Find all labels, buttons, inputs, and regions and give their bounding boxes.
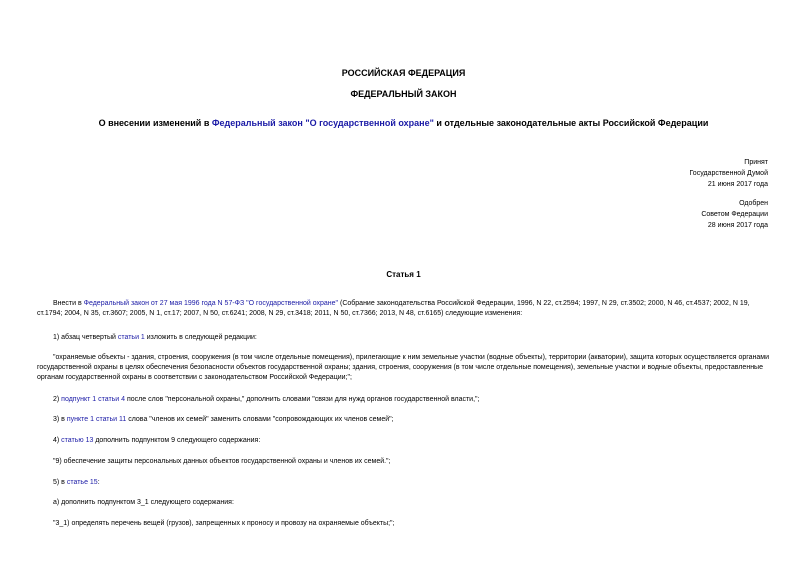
p5-link[interactable]: статье 15 [66,479,98,486]
intro-suffix: (Собрание законодательства Российской Федерации, 1996, N 22, ст.2594; 1997, N 29, ст.3502; 2000, N 46, ст.4537; 2002, N 19, ст.1794; 2004, N 35, ст.3607; 2005, N 1, ст.17; 2007, N 50, ст.6241; 2008, N 29, ст.3418; 2011, N 50, ст.7366; 2013, N 48, ст.6165) следующие изменения: [37,300,750,317]
p5-suffix: : [97,479,100,486]
law-type-heading: ФЕДЕРАЛЬНЫЙ ЗАКОН [350,89,457,99]
paragraph-4 [37,435,770,446]
paragraph-5a: а) дополнить подпунктом 3_1 следующего содержания: [53,499,234,506]
paragraph-3 [37,414,770,425]
country-heading: РОССИЙСКАЯ ФЕДЕРАЦИЯ [341,68,466,78]
adopted-word: Принят [744,159,768,166]
paragraph-1-quote: "охраняемые объекты - здания, строения, сооружения (в том числе отдельные помещения), прилегающие к ним земельные участки (водные объекты), территории (акватории), защита которых осуществляется органами государственной охраны в целях обеспечения безопасности объектов государственной охраны; здания, строения, сооружения (в том числе отдельные помещения), земельные участки и водные объекты, предоставленные органам государственной охраны в соответствии с законодательством Российской Федерации;"; [37,354,770,381]
approved-word: Одобрен [739,200,768,207]
p4-prefix: 4) [53,437,62,444]
p3-suffix: слова "членов их семей" заменить словами "сопровождающих их членов семей"; [126,416,394,423]
approved-by: Советом Федерации [701,211,768,218]
article-intro [37,299,770,319]
title-suffix: и отдельные законодательные акты Российской Федерации [433,118,709,128]
p3-link[interactable]: пункте 1 статьи 11 [66,416,127,423]
adopted-by: Государственной Думой [689,170,768,177]
law-title [0,118,807,128]
title-law-link[interactable]: Федеральный закон "О государственной охране" [211,118,434,128]
approval-block [701,198,768,231]
approved-date: 28 июня 2017 года [707,222,768,229]
intro-law-link[interactable]: Федеральный закон от 27 мая 1996 года N 57-ФЗ "О государственной охране" [83,300,339,307]
p4-link[interactable]: статью 13 [61,437,94,444]
p5-prefix: 5) в [53,479,67,486]
paragraph-1 [37,332,770,343]
paragraph-2 [37,394,770,405]
intro-prefix: Внести в [53,300,84,307]
p1-link[interactable]: статьи 1 [117,334,145,341]
p2-prefix: 2) [53,396,62,403]
paragraph-5 [37,477,770,488]
p3-prefix: 3) в [53,416,67,423]
p1-prefix: 1) абзац четвертый [53,334,118,341]
p1-suffix: изложить в следующей редакции: [144,334,257,341]
article-heading: Статья 1 [386,270,421,279]
adoption-block [689,157,768,190]
adopted-date: 21 июня 2017 года [707,181,768,188]
title-prefix: О внесении изменений в [98,118,212,128]
p2-link[interactable]: подпункт 1 статьи 4 [61,396,126,403]
paragraph-4-quote: "9) обеспечение защиты персональных данных объектов государственной охраны и членов их семей."; [53,458,391,465]
p2-suffix: после слов "персональной охраны," дополнить словами "связи для нужд органов государственной власти,"; [125,396,480,403]
paragraph-5a-quote: "3_1) определять перечень вещей (грузов), запрещенных к проносу и провозу на охраняемые объекты;"; [53,520,395,527]
p4-suffix: дополнить подпунктом 9 следующего содержания: [93,437,261,444]
